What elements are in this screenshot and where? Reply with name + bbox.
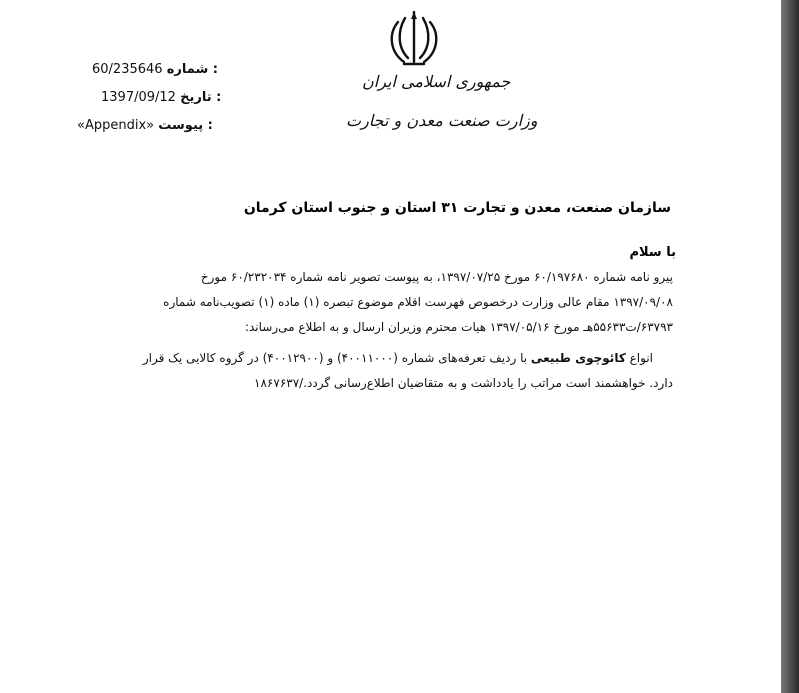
- letter-number: [92, 62, 218, 77]
- body-line-4-post: با ردیف تعرفه‌های شماره (۴۰۰۱۱۰۰۰) و (۴۰۰۱۲۹۰۰) در گروه کالایی یک قرار: [142, 351, 528, 365]
- recipient: سازمان صنعت، معدن و تجارت ۳۱ استان و جنوب استان کرمان: [243, 200, 671, 216]
- body-line-2: ۱۳۹۷/۰۹/۰۸ مقام عالی وزارت درخصوص فهرست اقلام موضوع تبصره (۱) ماده (۱) تصویب‌نامه شماره: [163, 295, 673, 309]
- letter-attachment: [77, 118, 213, 133]
- header-ministry: وزارت صنعت معدن و تجارت: [346, 111, 538, 130]
- body-line-4: [143, 351, 653, 365]
- letter-attachment-value: «Appendix»: [77, 118, 155, 133]
- letter-date-value: 1397/09/12: [101, 90, 176, 105]
- body-line-4-pre: انواع: [629, 351, 653, 365]
- body-line-5: دارد. خواهشمند است مراتب را یادداشت و به متقاضیان اطلاع‌رسانی گردد./۱۸۶۷۶۳۷: [254, 376, 673, 390]
- page-edge-shadow: [781, 0, 799, 693]
- header-country: جمهوری اسلامی ایران: [362, 72, 511, 91]
- body-line-1: پیرو نامه شماره ۶۰/۱۹۷۶۸۰ مورخ ۱۳۹۷/۰۷/۲۵، به پیوست تصویر نامه شماره ۶۰/۲۳۲۰۳۴ مورخ: [200, 270, 673, 284]
- greeting: با سلام: [629, 245, 676, 260]
- iran-emblem-icon: [386, 8, 442, 70]
- letter-number-label: شماره :: [166, 62, 218, 77]
- item-name: کائوچوی طبیعی: [530, 351, 626, 365]
- letter-number-value: 60/235646: [92, 62, 163, 77]
- letter-date: [101, 90, 221, 105]
- letter-attachment-label: پیوست :: [158, 118, 213, 133]
- letter-date-label: تاریخ :: [180, 90, 222, 105]
- body-line-3: ۶۳۷۹۳/ت۵۵۶۳۳هـ مورخ ۱۳۹۷/۰۵/۱۶ هیات محترم وزیران ارسال و به اطلاع می‌رساند:: [244, 320, 673, 334]
